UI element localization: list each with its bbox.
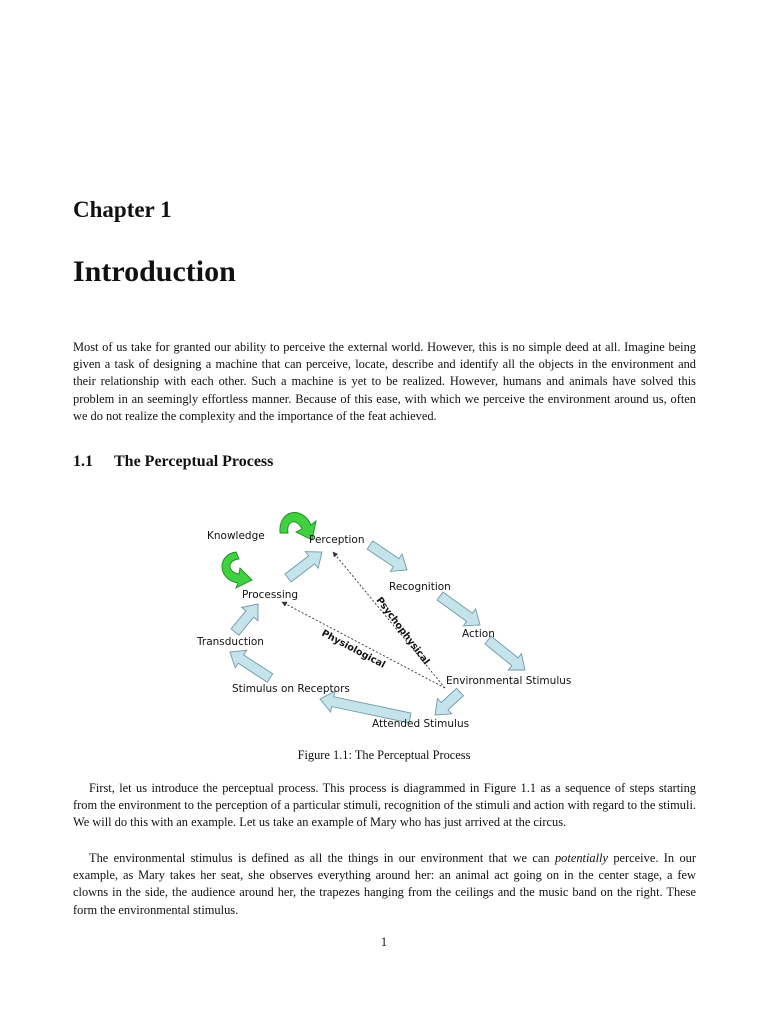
arrow-environmental-to-attended — [435, 688, 463, 715]
arrow-recognition-to-action — [437, 592, 480, 626]
label-action: Action — [462, 628, 495, 640]
label-transduction: Transduction — [197, 636, 264, 648]
body-paragraph-1: First, let us introduce the perceptual process. This process is diagrammed in Figure 1.1 as a sequence of steps starting from the environment to the perception of a particular stimuli, recognition of the stimuli and action with regard to the stimuli. We will do this with an example. Let us take an example of Mary who has just arrived at the circus. — [73, 781, 696, 830]
section-heading — [73, 453, 273, 471]
section-number: 1.1 — [73, 453, 93, 470]
label-psychophysical: Psychophysical — [373, 595, 432, 667]
label-recognition: Recognition — [389, 581, 451, 593]
section-title: The Perceptual Process — [114, 453, 274, 470]
loop-arrow-knowledge-icon — [222, 552, 252, 588]
body-paragraph-2 — [73, 850, 696, 919]
figure-caption: Figure 1.1: The Perceptual Process — [297, 748, 471, 762]
label-environmental-stimulus: Environmental Stimulus — [446, 675, 572, 687]
arrow-receptors-to-transduction — [230, 650, 273, 682]
emphasis-potentially: potentially — [554, 851, 608, 865]
arrow-perception-to-recognition — [367, 541, 407, 572]
perceptual-process-diagram — [190, 500, 590, 740]
label-attended-stimulus: Attended Stimulus — [372, 718, 470, 730]
chapter-title: Introduction — [73, 255, 236, 288]
arrow-transduction-to-processing — [231, 604, 258, 635]
arrow-processing-to-perception — [285, 552, 322, 582]
label-stimulus-on-receptors: Stimulus on Receptors — [232, 683, 350, 695]
label-knowledge: Knowledge — [207, 530, 265, 542]
intro-paragraph: Most of us take for granted our ability to perceive the external world. However, this is no simple deed at all. Imagine being given a task of designing a machine that can perceive, locate, describe and identify all the objects in the environment and their relationship with each other. Such a machine is yet to be realized. However, humans and animals have solved this problem in an seemingly effortless manner. Because of this ease, with which we perceive the environment around us, often we do not realize the complexity and the importance of the feat achieved. — [73, 340, 696, 423]
label-physiological: Physiological — [319, 627, 388, 671]
body-paragraph-2-end: perceive. In our example, as Mary takes her seat, she observes everything around her: an animal act going on in the center stage, a few clowns in the side, the audience around her, the trapezes hanging from the ceilings and the music band on the right. These form the environmental stimulus. — [73, 851, 696, 917]
perceptual-process-figure — [190, 500, 590, 740]
chapter-label: Chapter 1 — [73, 197, 172, 222]
arrow-action-to-environmental — [485, 636, 525, 670]
body-paragraph-2-start: The environmental stimulus is defined as all the things in our environment that we can — [89, 851, 555, 865]
label-perception: Perception — [309, 534, 365, 546]
label-processing: Processing — [242, 589, 299, 601]
page-number: 1 — [380, 935, 388, 949]
